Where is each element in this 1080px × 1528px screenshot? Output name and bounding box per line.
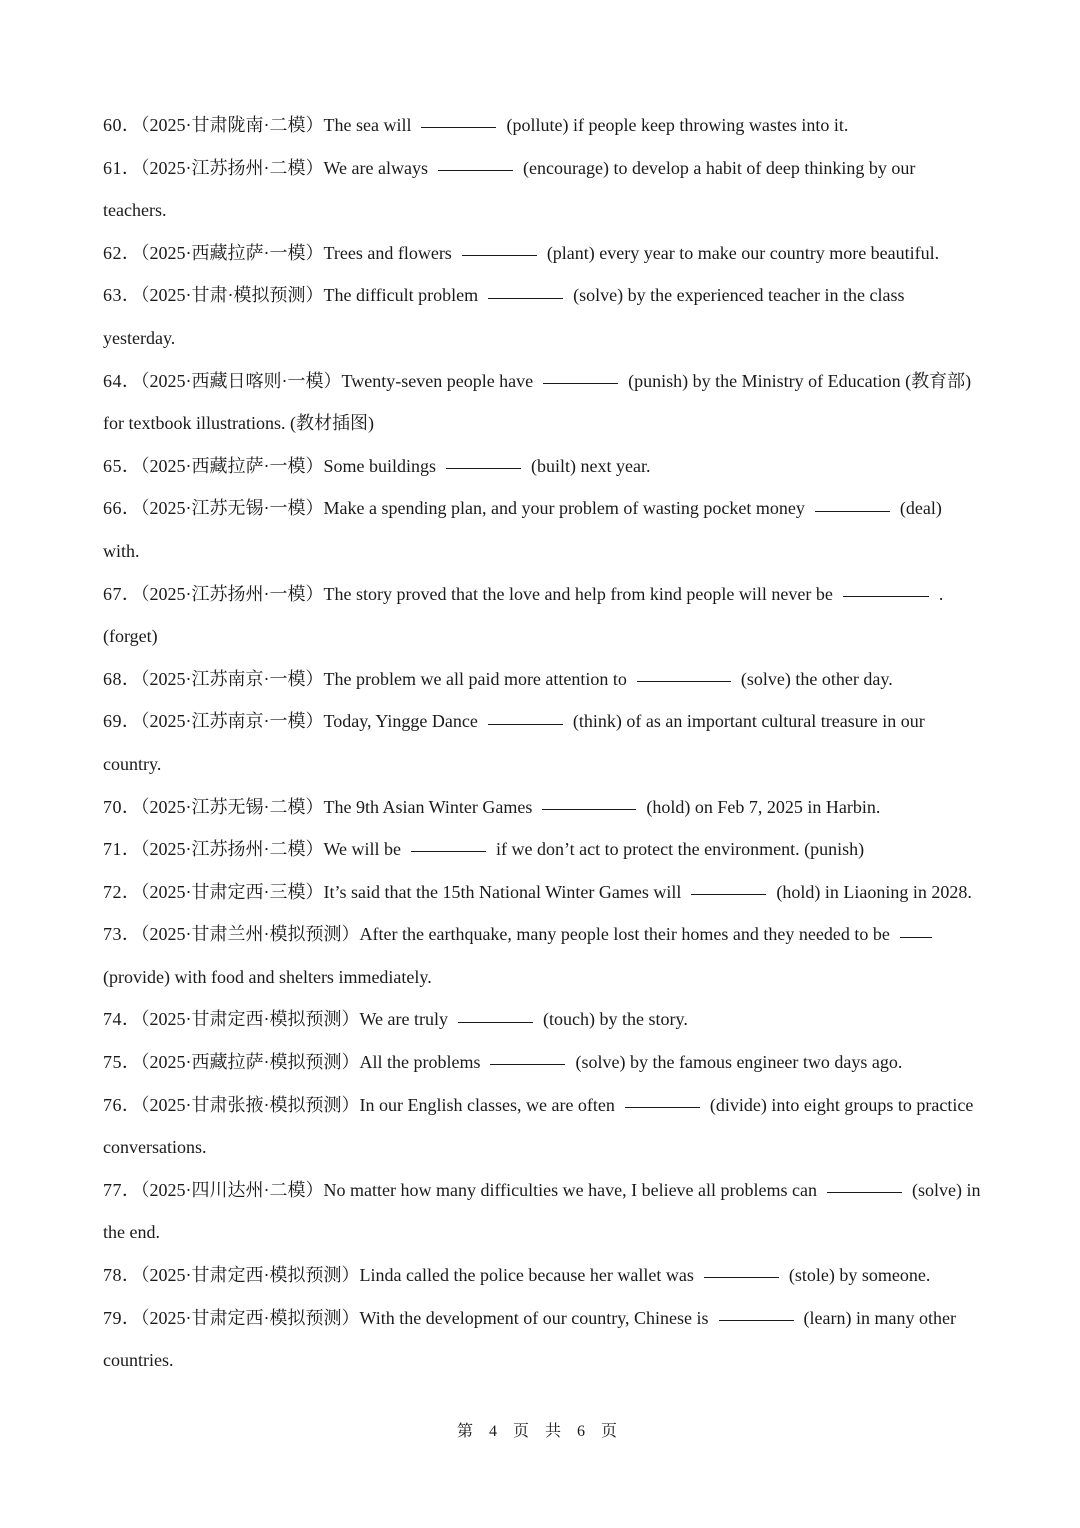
question-source: （2025·四川达州·二模）	[140, 1179, 324, 1200]
question-number: 79．	[103, 1307, 141, 1328]
question-source: （2025·甘肃·模拟预测）	[140, 285, 324, 306]
question-text-before: The sea will	[323, 115, 412, 135]
question-source: （2025·甘肃张掖·模拟预测）	[140, 1094, 360, 1115]
question-source: （2025·甘肃定西·三模）	[140, 881, 324, 902]
question-source: （2025·甘肃定西·模拟预测）	[140, 1009, 360, 1030]
answer-blank	[542, 790, 636, 810]
question-text-before: We are truly	[359, 1009, 449, 1030]
question-text-after: (built) next year.	[531, 455, 651, 476]
answer-blank	[543, 364, 618, 384]
answer-blank	[446, 449, 521, 469]
question-number: 73．	[103, 924, 141, 945]
answer-blank	[900, 918, 932, 938]
question-text-after: (provide) with food and shelters immediately.	[103, 966, 432, 987]
answer-blank	[458, 1003, 533, 1023]
question-source: （2025·西藏拉萨·模拟预测）	[140, 1052, 360, 1073]
page-footer: 第 4 页 共 6 页	[456, 1423, 623, 1440]
question-text-after: (stole) by someone.	[788, 1265, 931, 1286]
question-number: 67．	[103, 583, 141, 604]
question-text-before: All the problems	[359, 1052, 481, 1073]
answer-blank	[815, 492, 890, 512]
question-item	[103, 445, 981, 488]
question-item	[103, 487, 981, 572]
question-text-before: Trees and flowers	[323, 242, 452, 263]
question-number: 60．	[103, 115, 141, 135]
question-source: （2025·江苏扬州·二模）	[140, 157, 324, 178]
question-item	[103, 1254, 981, 1297]
question-text-before: After the earthquake, many people lost their homes and they needed to be	[359, 924, 890, 945]
answer-blank	[490, 1046, 565, 1066]
question-text-before: We will be	[323, 839, 402, 860]
question-number: 63．	[103, 285, 141, 306]
question-number: 69．	[103, 711, 141, 732]
question-source: （2025·甘肃定西·模拟预测）	[140, 1307, 360, 1328]
question-item	[103, 360, 981, 445]
question-item	[103, 1169, 981, 1254]
question-number: 64．	[103, 370, 141, 391]
answer-blank	[637, 662, 731, 682]
question-number: 62．	[103, 242, 141, 263]
question-text-before: The story proved that the love and help from kind people will never be	[323, 583, 833, 604]
question-source: （2025·西藏拉萨·一模）	[140, 242, 324, 263]
question-item	[103, 1084, 981, 1169]
question-source: （2025·西藏拉萨·一模）	[140, 455, 324, 476]
question-text-before: The problem we all paid more attention to	[323, 668, 627, 689]
question-item	[103, 1041, 981, 1084]
answer-blank	[488, 279, 563, 299]
question-item	[103, 573, 981, 658]
question-number: 74．	[103, 1009, 141, 1030]
question-text-after: (solve) in the end.	[103, 1179, 981, 1243]
question-text-after: (solve) by the famous engineer two days ago.	[575, 1052, 903, 1073]
question-number: 65．	[103, 455, 141, 476]
answer-blank	[421, 109, 496, 129]
question-text-after: . (forget)	[103, 583, 944, 647]
question-text-after: (punish) by the Ministry of Education (教育部) for textbook illustrations. (教材插图)	[103, 370, 972, 434]
question-number: 75．	[103, 1052, 141, 1073]
question-text-after: (divide) into eight groups to practice conversations.	[103, 1094, 974, 1158]
answer-blank	[843, 577, 929, 597]
question-text-after: (solve) by the experienced teacher in the class yesterday.	[103, 285, 905, 348]
question-text-after: (pollute) if people keep throwing wastes into it.	[506, 115, 849, 135]
question-text-after: (touch) by the story.	[543, 1009, 688, 1030]
question-number: 68．	[103, 668, 141, 689]
question-text-before: With the development of our country, Chinese is	[359, 1307, 709, 1328]
question-list	[103, 104, 981, 1382]
question-item	[103, 147, 981, 232]
answer-blank	[488, 705, 563, 725]
question-text-after: (plant) every year to make our country more beautiful.	[546, 242, 940, 263]
question-text-after: (solve) the other day.	[740, 668, 893, 689]
question-text-before: The difficult problem	[323, 285, 479, 306]
question-source: （2025·江苏南京·一模）	[140, 668, 324, 689]
question-source: （2025·甘肃定西·模拟预测）	[140, 1265, 360, 1286]
question-item	[103, 786, 981, 829]
question-text-after: if we don’t act to protect the environment. (punish)	[496, 839, 865, 860]
question-number: 66．	[103, 498, 141, 519]
question-item	[103, 232, 981, 275]
question-number: 61．	[103, 157, 141, 178]
question-text-before: No matter how many difficulties we have, I believe all problems can	[323, 1179, 818, 1200]
answer-blank	[411, 833, 486, 853]
question-number: 76．	[103, 1094, 141, 1115]
question-number: 71．	[103, 839, 141, 860]
question-source: （2025·江苏扬州·一模）	[140, 583, 324, 604]
answer-blank	[438, 151, 513, 171]
question-text-before: Make a spending plan, and your problem of wasting pocket money	[323, 498, 805, 519]
question-text-after: (encourage) to develop a habit of deep thinking by our teachers.	[103, 157, 916, 221]
question-source: （2025·江苏无锡·二模）	[140, 796, 324, 817]
question-item	[103, 700, 981, 785]
question-text-after: (hold) in Liaoning in 2028.	[776, 881, 972, 902]
question-source: （2025·江苏无锡·一模）	[140, 498, 324, 519]
question-item	[103, 104, 981, 147]
question-text-before: Today, Yingge Dance	[323, 711, 478, 732]
answer-blank	[704, 1259, 779, 1279]
answer-blank	[719, 1301, 794, 1321]
question-number: 78．	[103, 1265, 141, 1286]
question-text-after: (hold) on Feb 7, 2025 in Harbin.	[646, 796, 881, 817]
question-text-before: Linda called the police because her wallet was	[359, 1265, 694, 1286]
answer-blank	[625, 1088, 700, 1108]
question-number: 70．	[103, 796, 141, 817]
answer-blank	[827, 1173, 902, 1193]
question-item	[103, 998, 981, 1041]
question-item	[103, 828, 981, 871]
question-text-before: Some buildings	[323, 455, 437, 476]
question-text-before: We are always	[323, 157, 428, 178]
answer-blank	[462, 236, 537, 256]
question-item	[103, 274, 981, 359]
question-text-after: (learn) in many other countries.	[103, 1307, 956, 1371]
question-text-before: Twenty-seven people have	[341, 370, 534, 391]
question-text-before: In our English classes, we are often	[359, 1094, 615, 1115]
question-text-after: (deal) with.	[103, 498, 942, 561]
question-item	[103, 1297, 981, 1382]
question-number: 72．	[103, 881, 141, 902]
question-source: （2025·江苏南京·一模）	[140, 711, 324, 732]
question-source: （2025·甘肃陇南·二模）	[140, 115, 324, 135]
question-item	[103, 913, 981, 998]
question-source: （2025·甘肃兰州·模拟预测）	[140, 924, 360, 945]
answer-blank	[691, 875, 766, 895]
question-text-before: The 9th Asian Winter Games	[323, 796, 533, 817]
question-number: 77．	[103, 1179, 141, 1200]
question-source: （2025·西藏日喀则·一模）	[140, 370, 342, 391]
question-source: （2025·江苏扬州·二模）	[140, 839, 324, 860]
question-item	[103, 658, 981, 701]
question-item	[103, 871, 981, 914]
question-text-after: (think) of as an important cultural treasure in our country.	[103, 711, 925, 774]
question-text-before: It’s said that the 15th National Winter Games will	[323, 881, 682, 902]
